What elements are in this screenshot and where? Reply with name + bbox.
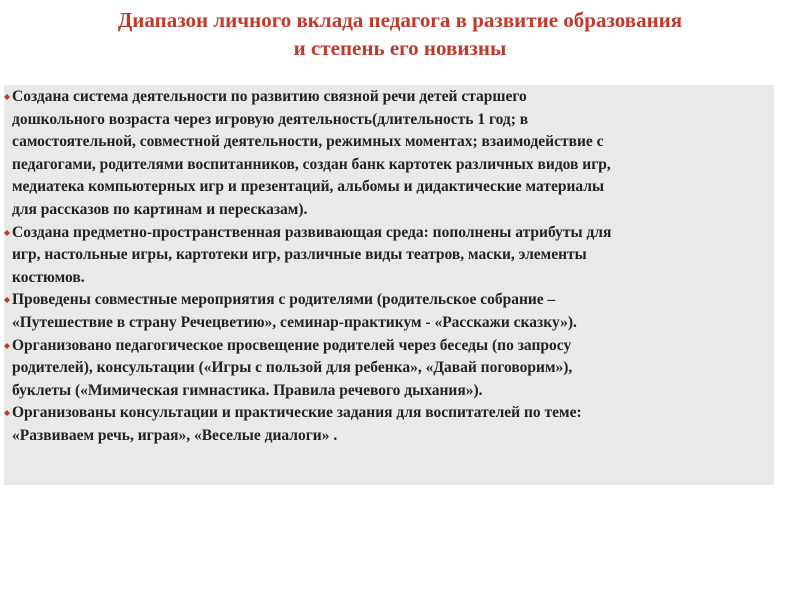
bullet-text-line: «Путешествие в страну Речецветию», семинар-практикум - «Расскажи сказку»). <box>12 313 577 331</box>
bullet-text-line: Организовано педагогическое просвещение родителей через беседы (по запросу <box>12 336 572 354</box>
slide-title-line: Диапазон личного вклада педагога в развитие образования <box>117 8 683 32</box>
diamond-bullet-icon <box>4 94 10 100</box>
bullet-text-line: буклеты («Мимическая гимнастика. Правила речевого дыхания»). <box>12 381 483 399</box>
bullet-text-line: Проведены совместные мероприятия с родителями (родительское собрание – <box>12 291 556 309</box>
bullet-text <box>12 222 770 290</box>
bullet-text-line: самостоятельной, совместной деятельности, режимных моментах; взаимодействие с <box>12 133 604 151</box>
slide-title-line: и степень его новизны <box>293 36 507 60</box>
bullet-text-line: костюмов. <box>12 268 85 286</box>
bullet-text <box>12 86 770 222</box>
bullet-text-line: «Развиваем речь, играя», «Веселые диалоги» . <box>12 426 338 444</box>
bullet-item <box>4 222 770 290</box>
diamond-bullet-icon <box>4 410 10 416</box>
diamond-bullet-icon <box>4 230 10 236</box>
bullet-text-line: Создана система деятельности по развитию связной речи детей старшего <box>12 88 527 105</box>
bullet-text-line: игр, настольные игры, картотеки игр, различные виды театров, маски, элементы <box>12 246 587 264</box>
content-box <box>4 85 774 485</box>
slide-title <box>0 6 800 62</box>
bullet-text-line: Организованы консультации и практические задания для воспитателей по теме: <box>12 404 582 422</box>
diamond-bullet-icon <box>4 343 10 349</box>
bullet-text-line: педагогами, родителями воспитанников, создан банк картотек различных видов игр, <box>12 155 611 173</box>
diamond-bullet-icon <box>4 297 10 303</box>
bullet-text-line: медиатека компьютерных игр и презентаций, альбомы и дидактические материалы <box>12 178 605 196</box>
bullet-item <box>4 289 770 334</box>
bullet-text-line: Создана предметно-пространственная развивающая среда: пополнены атрибуты для <box>12 223 612 241</box>
bullet-text-line: для рассказов по картинам и пересказам). <box>12 200 308 218</box>
bullet-item <box>4 402 770 447</box>
bullet-text-line: дошкольного возраста через игровую деятельность(длительность 1 год; в <box>12 110 529 128</box>
bullet-item <box>4 335 770 403</box>
bullet-text-line: родителей), консультации («Игры с пользой для ребенка», «Давай поговорим»), <box>12 359 573 377</box>
bullet-item <box>4 86 770 222</box>
bullet-text <box>12 289 770 334</box>
bullet-text <box>12 402 770 447</box>
bullet-text <box>12 335 770 403</box>
bullet-list <box>4 86 770 448</box>
